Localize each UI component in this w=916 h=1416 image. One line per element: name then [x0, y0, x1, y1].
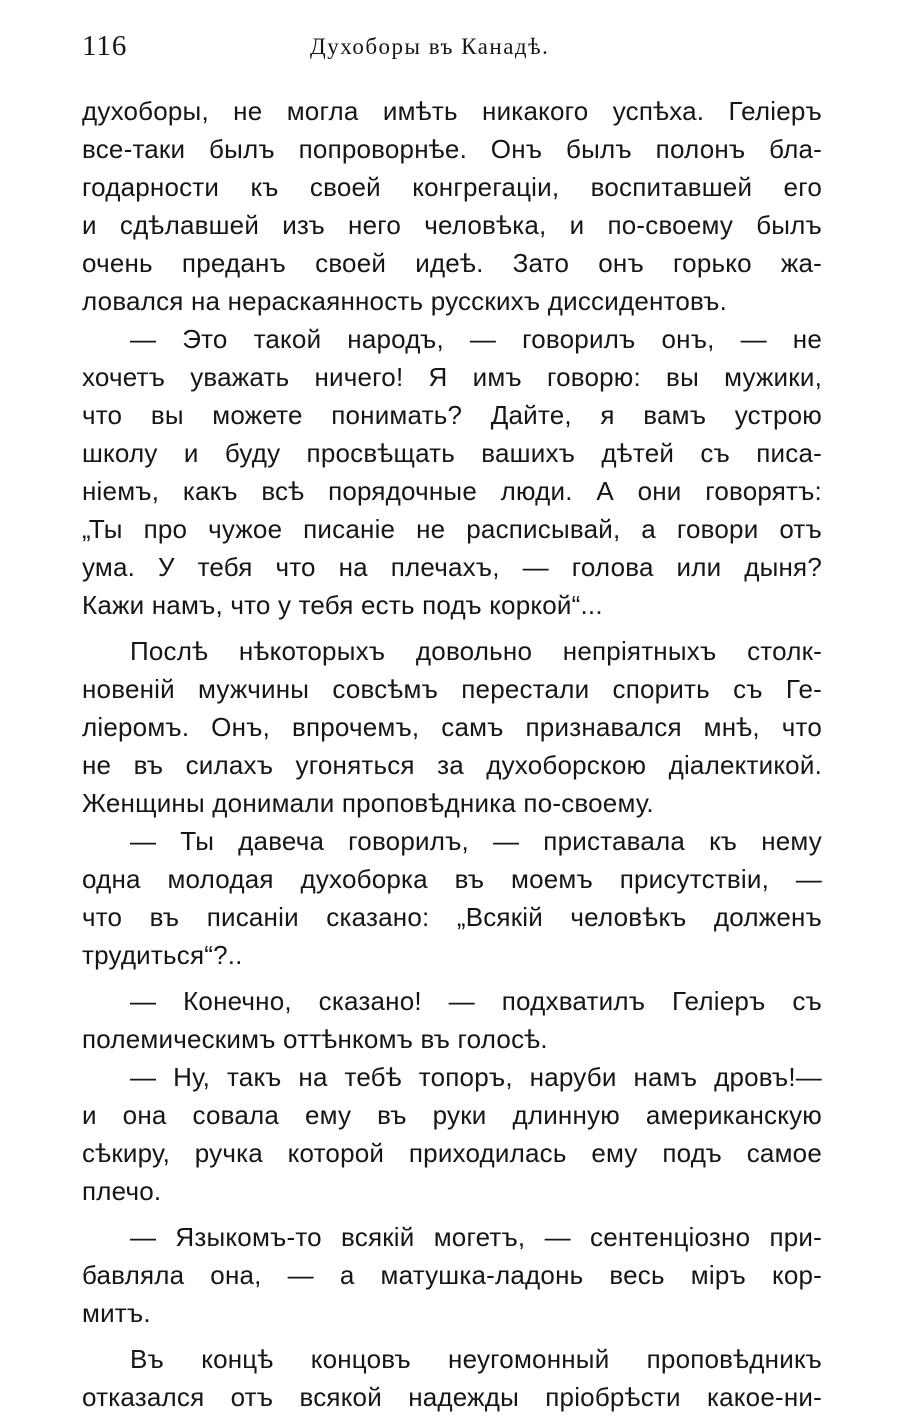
paragraph-8 [82, 1340, 822, 1416]
text-line: годарности къ своей конгрегаціи, воспитавшей его [82, 172, 822, 202]
paragraph-2 [82, 320, 822, 624]
text-line: не въ силахъ угоняться за духоборскою діалектикой. [82, 750, 822, 780]
text-line: хочетъ уважать ничего! Я имъ говорю: вы мужики, [82, 362, 822, 392]
text-line: Женщины донимали проповѣдника по-своему. [82, 788, 654, 818]
text-line: — Ну, такъ на тебѣ топоръ, наруби намъ дровъ!— [130, 1062, 822, 1092]
paragraph-1 [82, 92, 822, 320]
text-line: ловался на нераскаянность русскихъ диссидентовъ. [82, 286, 728, 316]
text-line: — Ты давеча говорилъ, — приставала къ нему [130, 826, 822, 856]
text-line: все-таки былъ попроворнѣе. Онъ былъ полонъ бла- [82, 134, 822, 164]
paragraph-4 [82, 822, 822, 974]
text-line: и она совала ему въ руки длинную американскую [82, 1100, 822, 1130]
text-line: и сдѣлавшей изъ него человѣка, и по-своему былъ [82, 210, 822, 240]
text-line: плечо. [82, 1176, 162, 1206]
text-line: что въ писаніи сказано: „Всякій человѣкъ долженъ [82, 902, 822, 932]
text-line: ліеромъ. Онъ, впрочемъ, самъ признавался мнѣ, что [82, 712, 822, 742]
text-line: бавляла она, — а матушка-ладонь весь міръ кор- [82, 1260, 822, 1290]
text-line: школу и буду просвѣщать вашихъ дѣтей съ писа- [82, 438, 822, 468]
text-line: очень преданъ своей идеѣ. Зато онъ горько жа- [82, 248, 822, 278]
text-line: отказался отъ всякой надежды пріобрѣсти какое-ни- [82, 1382, 822, 1412]
text-line: — Конечно, сказано! — подхватилъ Геліеръ съ [130, 986, 822, 1016]
text-line: Кажи намъ, что у тебя есть подъ коркой“... [82, 590, 603, 620]
running-title: Духоборы въ Канадѣ. [310, 34, 550, 59]
text-line: новеній мужчины совсѣмъ перестали спорить съ Ге- [82, 674, 822, 704]
text-line: полемическимъ оттѣнкомъ въ голосѣ. [82, 1024, 548, 1054]
page-number: 116 [82, 30, 128, 62]
text-line: „Ты про чужое писаніе не расписывай, а говори отъ [82, 514, 822, 544]
text-line: Послѣ нѣкоторыхъ довольно непріятныхъ столк- [130, 636, 822, 666]
text-line: — Языкомъ-то всякій могетъ, — сентенціозно при- [130, 1222, 822, 1252]
text-line: духоборы, не могла имѣть никакого успѣха. Геліеръ [82, 96, 822, 126]
text-line: сѣкиру, ручка которой приходилась ему подъ самое [82, 1138, 822, 1168]
text-line: трудиться“?.. [82, 940, 243, 970]
text-line: Въ концѣ концовъ неугомонный проповѣдникъ [130, 1344, 822, 1374]
text-line: что вы можете понимать? Дайте, я вамъ устрою [82, 400, 822, 430]
text-line: одна молодая духоборка въ моемъ присутствіи, — [82, 864, 822, 894]
text-line: — Это такой народъ, — говорилъ онъ, — не [130, 324, 822, 354]
paragraph-7 [82, 1218, 822, 1332]
paragraph-5 [82, 982, 822, 1058]
text-line: митъ. [82, 1298, 151, 1328]
text-line: ніемъ, какъ всѣ порядочные люди. А они говорятъ: [82, 476, 822, 506]
paragraph-6 [82, 1058, 822, 1210]
body-text [82, 92, 822, 1416]
text-line: ума. У тебя что на плечахъ, — голова или дыня? [82, 552, 822, 582]
page-header [82, 30, 822, 70]
paragraph-3 [82, 632, 822, 822]
